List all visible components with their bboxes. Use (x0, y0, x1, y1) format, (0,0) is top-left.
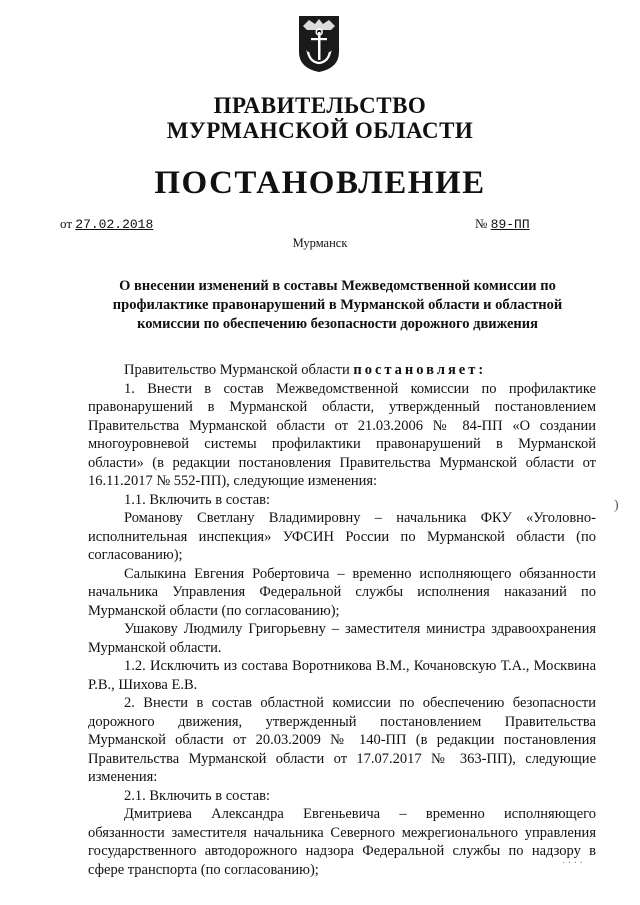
document-subject: О внесении изменений в составы Межведомственной комиссии по профилактике правонарушений в Мурманской области и областной комиссии по обеспечению безопасности дорожного движения (112, 278, 563, 332)
city-name: Мурманск (292, 236, 348, 250)
document-number (475, 216, 546, 232)
date-value: 27.02.2018 (75, 217, 154, 232)
body-paragraph: 2.1. Включить в состав: (124, 787, 271, 804)
body-paragraph: 2. Внести в состав областной комиссии по обеспечению безопасности дорожного движения, утвержденный постановлением Правительства Мурманской области от 20.03.2009 № 140-ПП (в редакции постановления Правительства Мурманской области от 17.07.2017 № 363-ПП), следующие изменения: (88, 695, 596, 785)
body-paragraph: Романову Светлану Владимировну – начальника ФКУ «Уголовно-исполнительная инспекция» УФСИН России по Мурманской области (по согласованию); (88, 510, 596, 563)
date-label: от (60, 216, 73, 231)
number-value: 89-ПП (490, 217, 530, 232)
number-label: № (475, 216, 488, 231)
body-paragraph: 1. Внести в состав Межведомственной комиссии по профилактике правонарушений в Мурманской области, утвержденный постановлением Правительства Мурманской области от 21.03.2006 № 84-ПП «О создании многоуровневой системы профилактики правонарушений в Мурманской области» (в редакции постановления Правительства Мурманской области от 16.11.2017 № 552-ПП), следующие изменения: (88, 380, 596, 489)
document-date (60, 216, 169, 232)
body-paragraph: 1.1. Включить в состав: (124, 491, 271, 508)
intro-text: Правительство Мурманской области (124, 362, 350, 378)
intro-paragraph (88, 361, 596, 380)
resolves-word: постановляет: (353, 362, 487, 378)
government-title-line1: ПРАВИТЕЛЬСТВО (213, 93, 427, 118)
footer-marks: · · · · (562, 858, 583, 869)
body-paragraph: Ушакову Людмилу Григорьевну – заместителя министра здравоохранения Мурманской области. (88, 621, 596, 656)
coat-of-arms-icon (297, 14, 341, 74)
body-paragraph: Дмитриева Александра Евгеньевича – временно исполняющего обязанности заместителя начальника Северного межрегионального управления государственного автодорожного надзора Федеральной службы по надзору в сфере транспорта (по согласованию); (88, 806, 596, 878)
government-title-line2: МУРМАНСКОЙ ОБЛАСТИ (166, 118, 474, 143)
body-paragraph: Салыкина Евгения Робертовича – временно исполняющего обязанности начальника Управления Федеральной службы исполнения наказаний по Мурманской области (по согласованию); (88, 565, 596, 619)
body-paragraph: 1.2. Исключить из состава Воротникова В.М., Кочановскую Т.А., Москвина Р.В., Шихова Е.В. (88, 658, 596, 693)
document-body (88, 361, 596, 879)
margin-mark: ) (614, 498, 619, 513)
document-type-title: ПОСТАНОВЛЕНИЕ (154, 165, 486, 201)
